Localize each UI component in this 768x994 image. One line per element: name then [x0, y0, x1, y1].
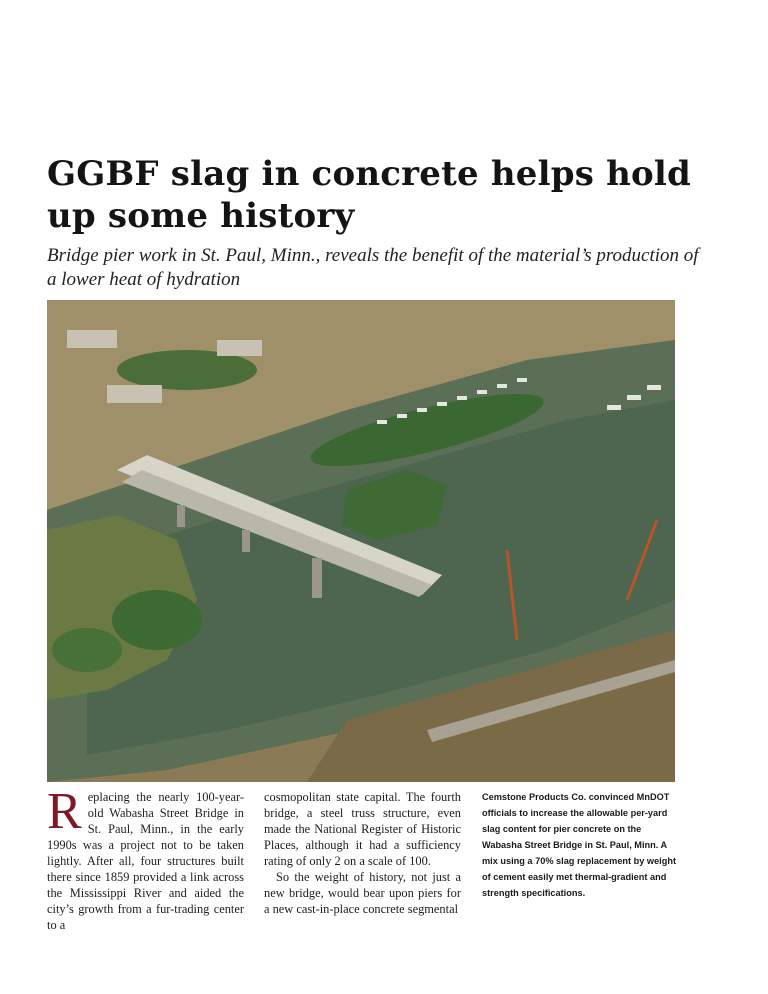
body-column-2-paragraph-1: cosmopolitan state capital. The fourth bridge, a steel truss structure, even made the National Register of Historic Places, although it had a sufficiency rating of only 2 on a scale of 100.	[264, 790, 461, 868]
body-column-1	[47, 783, 244, 933]
drop-cap: R	[47, 783, 82, 840]
bridge-aerial-photo	[47, 300, 675, 782]
photo-edge-building-strip	[675, 300, 727, 782]
body-column-2	[264, 789, 461, 917]
photo-caption: Cemstone Products Co. convinced MnDOT officials to increase the allowable per-yard slag content for pier concrete on the Wabasha Street Bridge in St. Paul, Minn. A mix using a 70% slag replacement by weight of cement easily met thermal-gradient and strength specifications.	[482, 792, 677, 898]
bridge-aerial-photo-drawing	[47, 300, 675, 782]
body-column-2-paragraph-2: So the weight of history, not just a new bridge, would bear upon piers for a new cast-in-place concrete segmental	[264, 870, 461, 916]
deck-subtitle: Bridge pier work in St. Paul, Minn., reveals the benefit of the material’s production of a lower heat of hydration	[47, 245, 699, 290]
body-column-1-text: eplacing the nearly 100-year-old Wabasha Street Bridge in St. Paul, Minn., in the early 1990s was a project not to be taken lightly. After all, four structures built there since 1859 provided a link across the Mississippi River and aided the city’s growth from a fur-trading center to a	[47, 790, 244, 932]
headline: GGBF slag in concrete helps hold up some history	[47, 154, 691, 236]
